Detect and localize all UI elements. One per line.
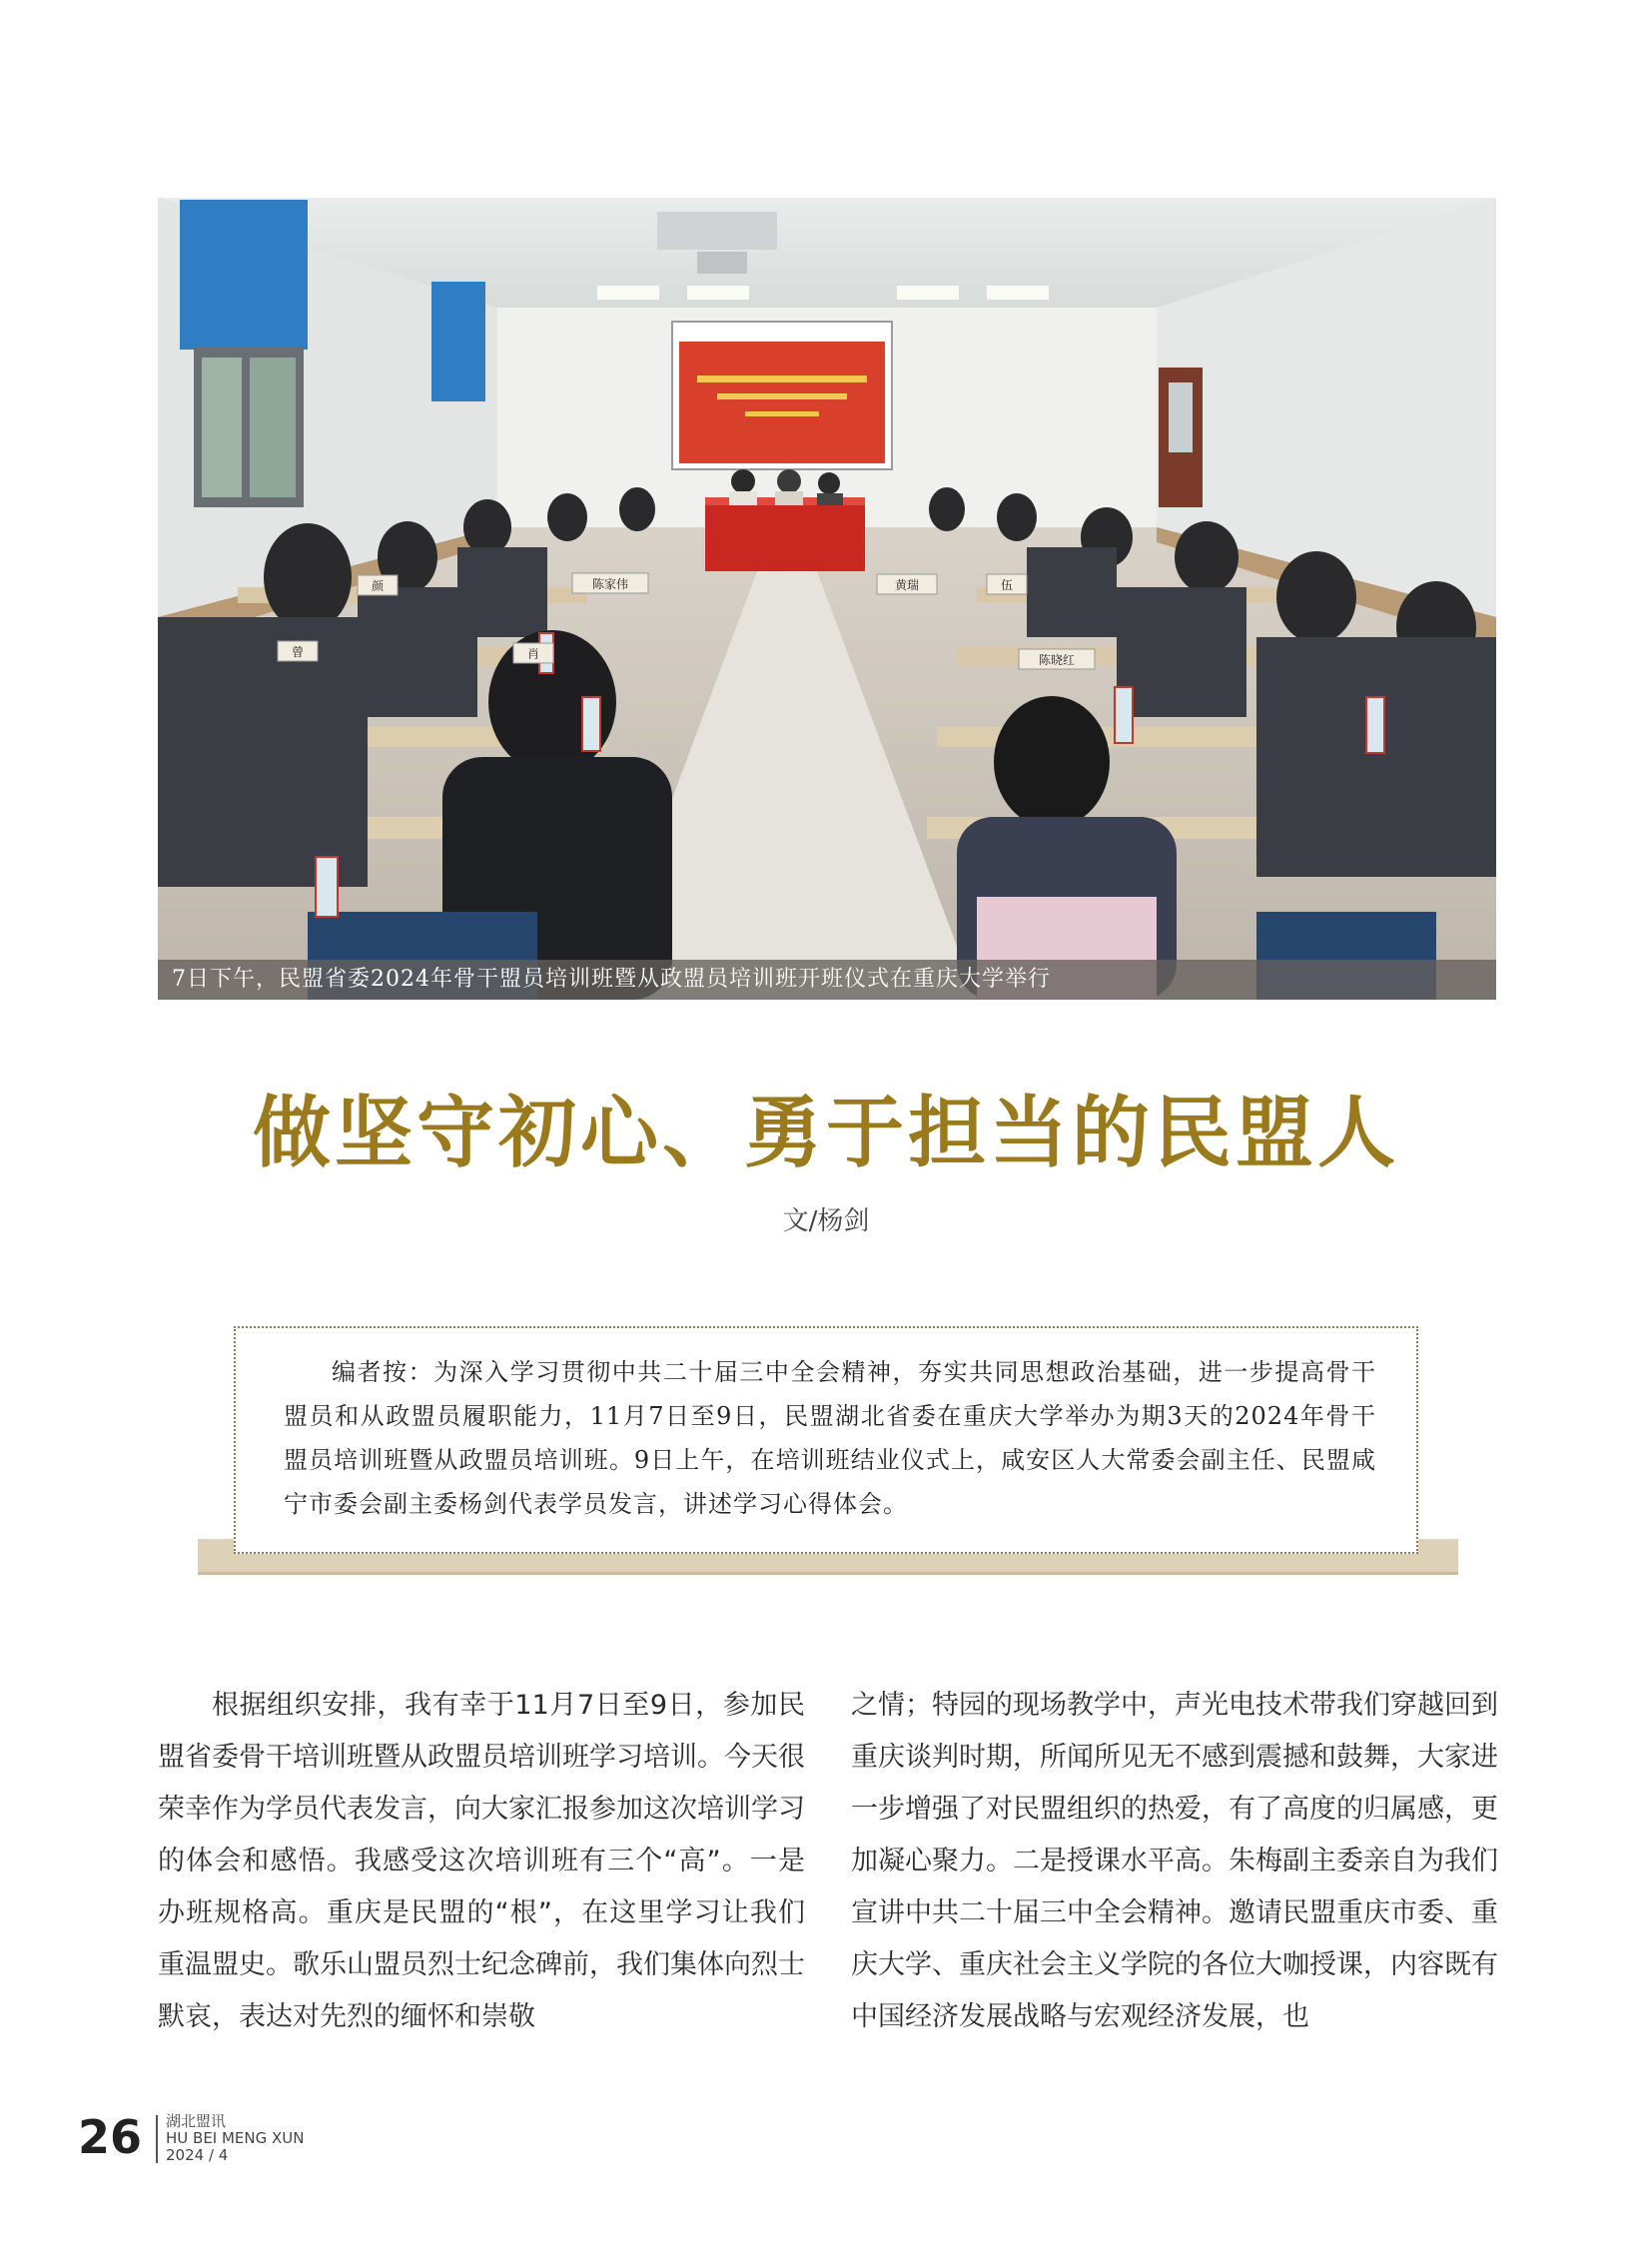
- magazine-name-pinyin: HU BEI MENG XUN: [166, 2129, 305, 2147]
- name-card-label: 陈晓红: [1038, 653, 1076, 667]
- name-card-label: 陈家伟: [591, 577, 629, 591]
- note-shelf-line: [198, 1572, 1458, 1575]
- magazine-info: [166, 2113, 305, 2164]
- article-byline: 文/杨剑: [782, 1206, 870, 1236]
- name-card-label: 颜: [371, 579, 385, 593]
- name-card-label: 黄瑞: [894, 578, 920, 592]
- article-photo: [158, 198, 1496, 1000]
- editor-note: 编者按：为深入学习贯彻中共二十届三中全会精神，夯实共同思想政治基础，进一步提高骨干盟员和从政盟员履职能力，11月7日至9日，民盟湖北省委在重庆大学举办为期3天的2024年骨干盟员培训班暨从政盟员培训班。9日上午，在培训班结业仪式上，咸安区人大常委会副主任、民盟咸宁市委会副主委杨剑代表学员发言，讲述学习心得体会。: [284, 1358, 1376, 1518]
- name-card-label: 伍: [1000, 578, 1014, 592]
- page-number: 26: [78, 2110, 143, 2164]
- magazine-name-cn: 湖北盟讯: [166, 2112, 227, 2130]
- photo-caption: 7日下午，民盟省委2024年骨干盟员培训班暨从政盟员培训班开班仪式在重庆大学举行: [158, 960, 1496, 1000]
- article-title: 做坚守初心、勇于担当的民盟人: [252, 1089, 1399, 1178]
- name-card-label: 曾: [291, 645, 305, 659]
- name-card-label: 肖: [526, 647, 540, 661]
- body-column-left: 根据组织安排，我有幸于11月7日至9日，参加民盟省委骨干培训班暨从政盟员培训班学习培训。今天很荣幸作为学员代表发言，向大家汇报参加这次培训学习的体会和感悟。我感受这次培训班有三个“高”。一是办班规格高。重庆是民盟的“根”，在这里学习让我们重温盟史。歌乐山盟员烈士纪念碑前，我们集体向烈士默哀，表达对先烈的缅怀和崇敬: [158, 1690, 805, 2032]
- footer-divider: [156, 2115, 158, 2163]
- editor-note-box: [234, 1326, 1418, 1554]
- body-column-right: 之情；特园的现场教学中，声光电技术带我们穿越回到重庆谈判时期，所闻所见无不感到震撼和鼓舞，大家进一步增强了对民盟组织的热爱，有了高度的归属感，更加凝心聚力。二是授课水平高。朱梅副主委亲自为我们宣讲中共二十届三中全会精神。邀请民盟重庆市委、重庆大学、重庆社会主义学院的各位大咖授课，内容既有中国经济发展战略与宏观经济发展，也: [851, 1690, 1498, 2032]
- meeting-room-photo: [158, 198, 1496, 1000]
- issue-number: 2024 / 4: [166, 2146, 229, 2164]
